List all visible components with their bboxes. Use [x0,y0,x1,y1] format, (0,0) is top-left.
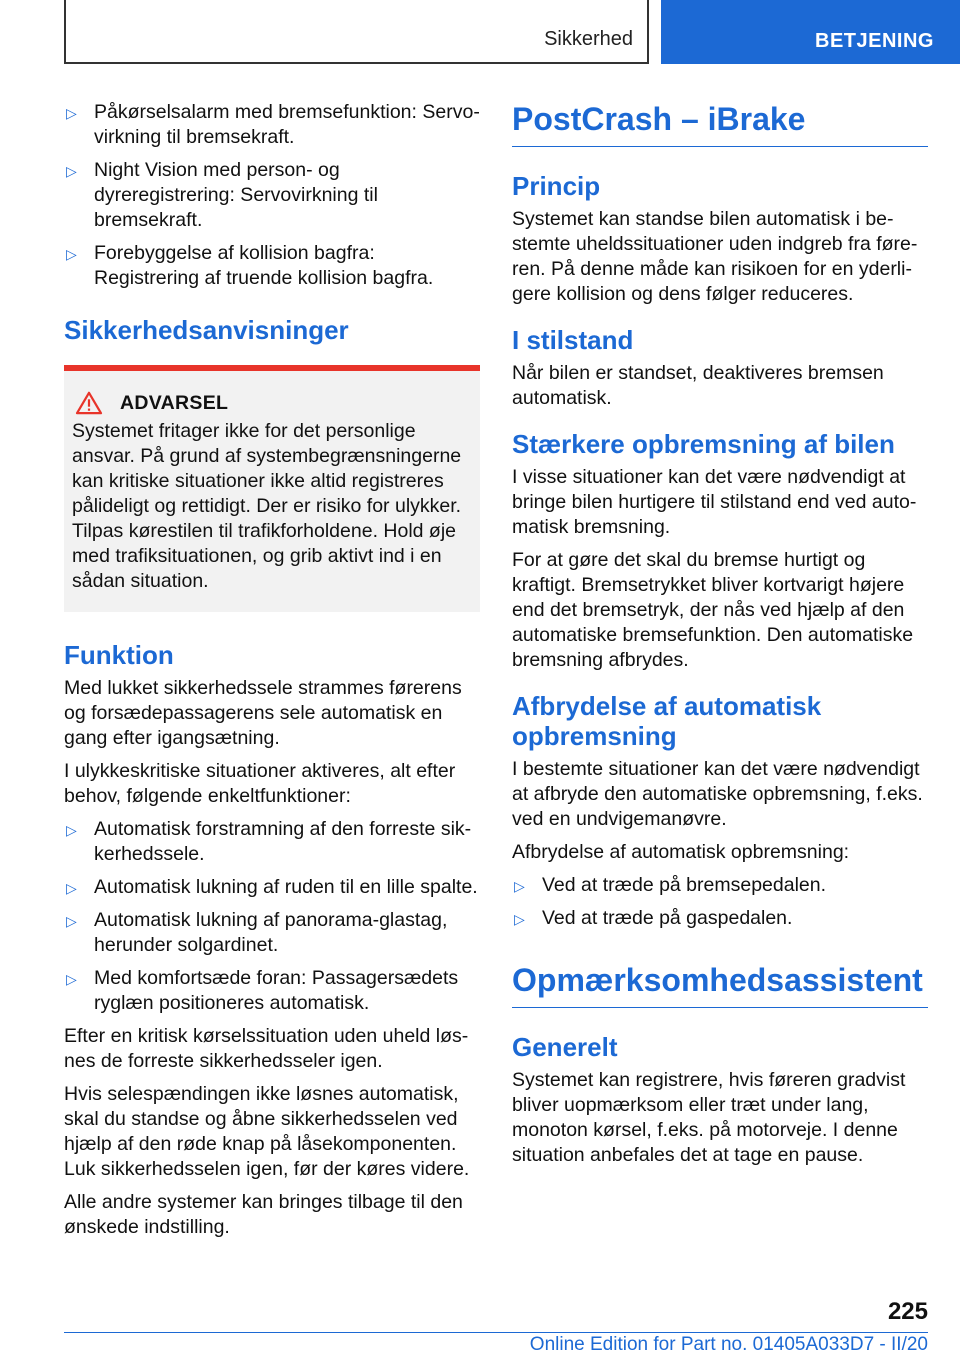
list-item: ▷ Påkørselsalarm med bremsefunktion: Servovirkning til bremsekraft. [66,101,480,148]
bullet-triangle-icon: ▷ [66,913,77,929]
footer-edition: Online Edition for Part no. 01405A033D7 - II/20 [529,1334,928,1355]
paragraph: I bestemte situationer kan det være nødvendigt at afbryde den automatiske opbremsning, f.eks. ved en undvigemanøvre. [512,758,923,830]
paragraph: Med lukket sikkerhedssele strammes førerens og forsædepassagerens sele automatisk en gang efter igangsætning. [64,677,462,749]
warning-box [64,365,480,612]
bullet-triangle-icon: ▷ [66,163,77,179]
warning-header [72,391,474,415]
paragraph: I ulykkeskritiske situationer aktiveres, alt efter behov, følgende enkeltfunktioner: [64,760,456,807]
bullet-triangle-icon: ▷ [66,105,77,121]
header-chapter-tab [661,0,960,64]
header-section-title: Sikkerhed [544,28,633,50]
princip-heading: Princip [512,171,601,201]
list-item: ▷ Ved at træde på gaspedalen. [512,906,928,931]
right-column [512,100,928,1176]
paragraph: Når bilen er standset, deaktiveres bremsen automatisk. [512,362,884,409]
bullet-triangle-icon: ▷ [514,911,525,927]
header-frame [64,0,649,64]
list-item: ▷ Automatisk lukning af ruden til en lille spalte. [64,875,480,900]
page-number: 225 [887,1298,928,1325]
afbrydelse-bullet-list [512,873,928,931]
paragraph: Alle andre systemer kan bringes tilbage til den ønskede indstilling. [64,1191,463,1238]
paragraph: Systemet kan registrere, hvis føreren gradvist bliver uopmærksom eller træt under lang, monoton kørsel, f.eks. på motorveje. I denne situation anbefales det at tage en pause. [512,1069,906,1166]
bullet-triangle-icon: ▷ [66,880,77,896]
stilstand-heading: I stilstand [512,325,634,355]
warning-triangle-icon [74,391,104,415]
bullet-triangle-icon: ▷ [66,822,77,838]
bullet-triangle-icon: ▷ [66,971,77,987]
staerkere-heading: Stærkere opbremsning af bilen [512,429,895,459]
paragraph: Afbrydelse af automatisk opbremsning: [512,841,850,863]
list-item: ▷ Automatisk forstramning af den forreste sikkerhedssele. [66,818,472,865]
bullet-triangle-icon: ▷ [514,878,525,894]
paragraph: Systemet kan standse bilen automatisk i bestemte uheldssituationer uden indgreb fra føreren. På denne måde kan risikoen for en yderligere kollision og dens følger reduceres. [512,208,918,305]
list-item: ▷ Med komfortsæde foran: Passagersædets ryglæn positioneres automatisk. [66,967,459,1014]
afbrydelse-heading: Afbrydelse af automatisk opbremsning [512,691,822,751]
paragraph: I visse situationer kan det være nødvendigt at bringe bilen hurtigere til stilstand end ved automatisk bremsning. [512,466,917,538]
list-item: ▷ Forebyggelse af kollision bagfra: Registrering af truende kollision bagfra. [66,242,434,289]
generelt-heading: Generelt [512,1032,618,1062]
left-column [64,100,480,1248]
function-heading: Funktion [64,640,174,670]
warning-title: ADVARSEL [120,391,229,414]
bullet-triangle-icon: ▷ [66,246,77,262]
list-item: ▷ Night Vision med person- og dyreregistrering: Servovirkning til bremsekraft. [66,159,378,231]
postcrash-heading: PostCrash – iBrake [512,100,928,147]
safety-heading: Sikkerhedsanvisninger [64,315,349,345]
paragraph: Efter en kritisk kørselssituation uden uheld løsnes de forreste sikkerhedsseler igen. [64,1025,469,1072]
intro-bullet-list [64,100,480,291]
footer-divider [64,1332,928,1333]
paragraph: For at gøre det skal du bremse hurtigt og kraftigt. Bremsetrykket bliver kortvarigt højere end det bremsetryk, der nås ved hjælp af den automatiske bremsefunktion. Den automatiske bremsning afbrydes. [512,549,914,671]
header-chapter-label: BETJENING [815,30,934,52]
list-item: ▷ Ved at træde på bremsepedalen. [512,873,928,898]
function-bullet-list [64,817,480,1016]
paragraph: Hvis selespændingen ikke løsnes automatisk, skal du standse og åbne sikkerhedsselen ved hjælp af den røde knap på låsekomponenten. Luk sikkerhedsselen igen, før der køres videre. [64,1083,470,1180]
list-item: ▷ Automatisk lukning af panorama-glastag, herunder solgardinet. [66,909,448,956]
warning-text: Systemet fritager ikke for det personlige ansvar. På grund af systembegrænsningerne kan kritiske situationer ikke altid registreres pålideligt og rettidigt. Der er risiko for ulykker. Tilpas kørestilen til trafikforholdene. Hold øje med trafiksituationen, og grib aktivt ind i en sådan situation. [72,420,462,592]
attention-heading: Opmærksomhedsassistent [512,961,928,1008]
